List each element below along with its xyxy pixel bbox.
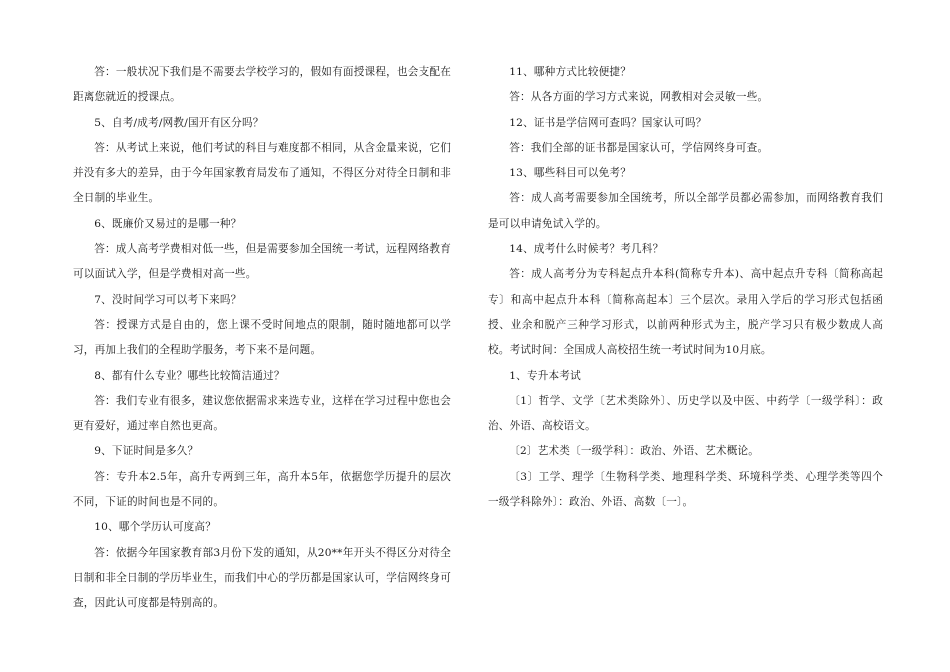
list-item: 〔1〕哲学、文学〔艺术类除外〕、历史学以及中医、中药学〔一级学科〕：政治、外语、高校语文。 — [488, 394, 883, 433]
answer-paragraph: 答：依据今年国家教育部3月份下发的通知，从20**年开头不得区分对待全日制和非全日制的学历毕业生，而我们中心的学历都是国家认可，学信网终身可查，因此认可度都是特别高的。 — [73, 546, 451, 610]
answer-paragraph: 答：成人高考需要参加全国统考，所以全部学员都必需参加，而网络教育我们是可以申请免试入学的。 — [488, 192, 883, 230]
question-heading: 14、成考什么时候考？考几科？ — [509, 243, 664, 256]
answer-paragraph: 答：从各方面的学习方式来说，网教相对会灵敏一些。 — [509, 91, 769, 104]
right-column — [488, 60, 883, 515]
question-heading: 9、下证时间是多久？ — [94, 445, 199, 458]
question-heading: 6、既廉价又易过的是哪一种？ — [94, 217, 242, 230]
section-heading: 1、专升本考试 — [509, 369, 581, 382]
question-heading: 12、证书是学信网可查吗？国家认可吗？ — [509, 116, 707, 129]
question-heading: 5、自考/成考/网教/国开有区分吗？ — [94, 116, 264, 129]
answer-paragraph: 答：我们全部的证书都是国家认可，学信网终身可查。 — [509, 141, 769, 154]
question-heading: 11、哪种方式比较便捷？ — [509, 66, 632, 78]
answer-paragraph: 答：成人高考学费相对低一些，但是需要参加全国统一考试，远程网络教育可以面试入学，但是学费相对高一些。 — [73, 243, 451, 281]
list-item: 〔3〕工学、理学〔生物科学类、地理科学类、环境科学类、心理学类等四个一级学科除外〕：政治、外语、高数〔一〕。 — [488, 470, 883, 509]
question-heading: 10、哪个学历认可度高？ — [94, 521, 217, 534]
question-heading: 13、哪些科目可以免考？ — [509, 167, 632, 180]
answer-paragraph: 答：授课方式是自由的，您上课不受时间地点的限制，随时随地都可以学习，再加上我们的全程助学服务，考下来不是问题。 — [73, 318, 451, 357]
list-item: 〔2〕艺术类〔一级学科〕：政治、外语、艺术概论。 — [509, 445, 760, 458]
answer-paragraph: 答：成人高考分为专科起点升本科(简称专升本)、高中起点升专科〔简称高起专〕和高中起点升本科〔简称高起本〕三个层次。录用入学后的学习形式包括函授、业余和脱产三种学习形式，以前两种形式为主，脱产学习只有极少数成人高校。考试时间：全国成人高校招生统一考试时间为10月底。 — [488, 268, 883, 357]
answer-paragraph: 答：从考试上来说，他们考试的科目与难度都不相同，从含金量来说，它们并没有多大的差异，由于今年国家教育局发布了通知，不得区分对待全日制和非全日制的毕业生。 — [73, 141, 451, 205]
answer-paragraph: 答：专升本2.5年，高升专两到三年，高升本5年，依据您学历提升的层次不同，下证的时间也是不同的。 — [73, 470, 451, 509]
answer-paragraph: 答：一般状况下我们是不需要去学校学习的，假如有面授课程，也会支配在距离您就近的授课点。 — [73, 66, 451, 104]
left-column — [73, 60, 451, 617]
question-heading: 8、都有什么专业？哪些比较简洁通过？ — [94, 369, 285, 382]
question-heading: 7、没时间学习可以考下来吗？ — [94, 293, 242, 306]
answer-paragraph: 答：我们专业有很多，建议您依据需求来选专业，这样在学习过程中您也会更有爱好，通过率自然也更高。 — [73, 394, 451, 433]
